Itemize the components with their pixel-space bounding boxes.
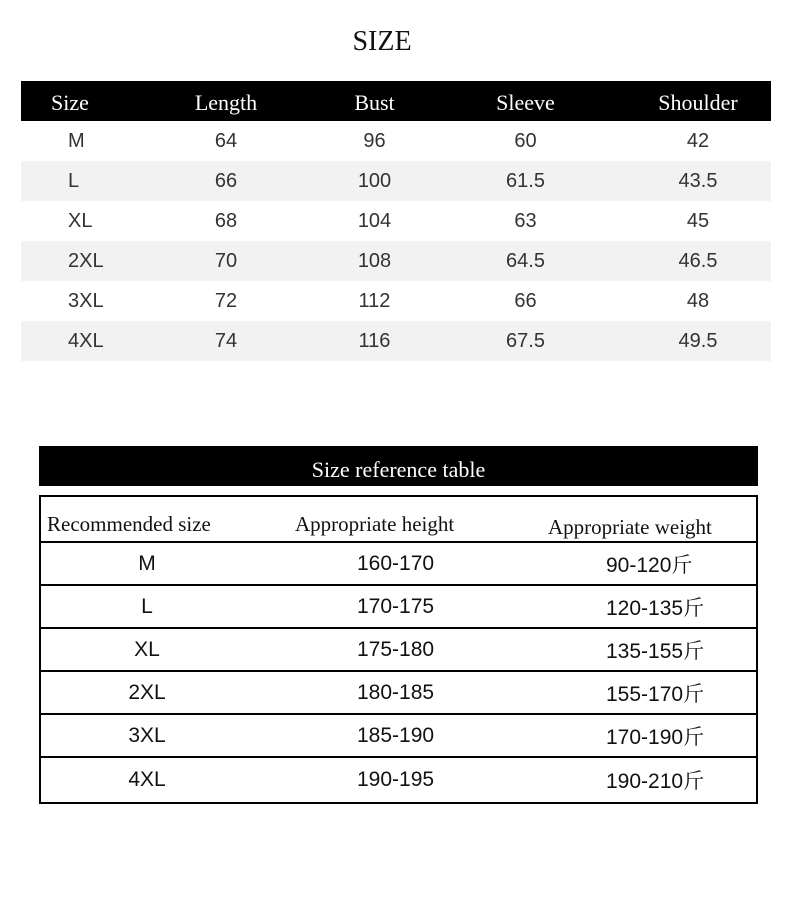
- page-title: SIZE: [352, 26, 412, 57]
- table-row: [41, 715, 756, 758]
- recommended-size-value: XL: [134, 637, 160, 661]
- sleeve-cell: 66: [514, 289, 537, 312]
- header-recommended-size: Recommended size: [47, 511, 211, 536]
- bust-cell: 112: [358, 289, 391, 312]
- shoulder-cell: 46.5: [678, 249, 718, 272]
- recommended-size-value: M: [138, 551, 156, 575]
- bust-cell: 100: [357, 169, 392, 192]
- length-cell: 70: [214, 249, 238, 272]
- height-cell: 185-190: [357, 723, 435, 747]
- table-row: [41, 586, 756, 629]
- recommended-size-cell: [41, 672, 291, 713]
- size-chart-table: [21, 81, 771, 361]
- weight-cell: 190-210斤: [606, 769, 705, 793]
- size-cell: 2XL: [68, 249, 104, 272]
- table-row: [21, 121, 771, 161]
- size-cell: XL: [68, 209, 93, 232]
- header-shoulder: Shoulder: [658, 90, 738, 115]
- recommended-size-value: L: [141, 594, 153, 618]
- table-row: [41, 672, 756, 715]
- sleeve-cell: 61.5: [506, 169, 545, 192]
- sleeve-cell: 67.5: [506, 329, 545, 352]
- length-cell: 74: [214, 329, 238, 352]
- length-cell: 64: [214, 129, 238, 152]
- bust-cell: 108: [357, 249, 392, 272]
- header-appropriate-weight: Appropriate weight: [548, 514, 712, 539]
- length-cell: 68: [214, 209, 238, 232]
- recommended-size-cell: [41, 586, 291, 627]
- sleeve-cell: 63: [514, 209, 537, 232]
- table-row: [21, 281, 771, 321]
- header-sleeve: Sleeve: [496, 90, 555, 115]
- table-row: [41, 629, 756, 672]
- height-cell: 190-195: [357, 767, 435, 791]
- weight-cell: 135-155斤: [606, 639, 705, 663]
- header-bust: Bust: [354, 90, 395, 115]
- size-cell: 4XL: [68, 329, 104, 352]
- shoulder-cell: 42: [686, 129, 710, 152]
- recommended-size-cell: [41, 543, 291, 584]
- reference-header-row: [41, 497, 756, 543]
- weight-cell: 155-170斤: [606, 682, 705, 706]
- bust-cell: 96: [363, 129, 386, 152]
- header-appropriate-height: Appropriate height: [295, 511, 455, 536]
- size-chart-header-row: [21, 81, 771, 121]
- recommended-size-value: 4XL: [128, 767, 166, 791]
- header-size: Size: [51, 90, 89, 115]
- size-cell: M: [68, 129, 85, 152]
- size-reference-table: [39, 495, 758, 804]
- table-row: [21, 201, 771, 241]
- bust-cell: 116: [358, 329, 391, 352]
- shoulder-cell: 48: [686, 289, 710, 312]
- height-cell: 175-180: [357, 637, 435, 661]
- weight-cell: 120-135斤: [606, 596, 705, 620]
- height-cell: 180-185: [357, 680, 435, 704]
- size-cell: 3XL: [68, 289, 104, 312]
- height-cell: 170-175: [357, 594, 435, 618]
- bust-cell: 104: [357, 209, 392, 232]
- weight-cell: 90-120斤: [606, 553, 693, 577]
- reference-table-title: Size reference table: [39, 446, 758, 486]
- header-length: Length: [194, 90, 258, 115]
- recommended-size-cell: [41, 715, 291, 756]
- shoulder-cell: 43.5: [678, 169, 718, 192]
- recommended-size-value: 2XL: [128, 680, 166, 704]
- recommended-size-cell: [41, 758, 291, 801]
- table-row: [21, 161, 771, 201]
- weight-cell: 170-190斤: [606, 725, 705, 749]
- recommended-size-value: 3XL: [128, 723, 166, 747]
- sleeve-cell: 60: [514, 129, 537, 152]
- recommended-size-cell: [41, 629, 291, 670]
- table-row: [21, 321, 771, 361]
- size-cell: L: [68, 169, 80, 192]
- sleeve-cell: 64.5: [506, 249, 545, 272]
- table-row: [41, 758, 756, 801]
- table-row: [41, 543, 756, 586]
- shoulder-cell: 49.5: [678, 329, 718, 352]
- table-row: [21, 241, 771, 281]
- length-cell: 66: [214, 169, 238, 192]
- shoulder-cell: 45: [686, 209, 710, 232]
- height-cell: 160-170: [357, 551, 435, 575]
- length-cell: 72: [214, 289, 238, 312]
